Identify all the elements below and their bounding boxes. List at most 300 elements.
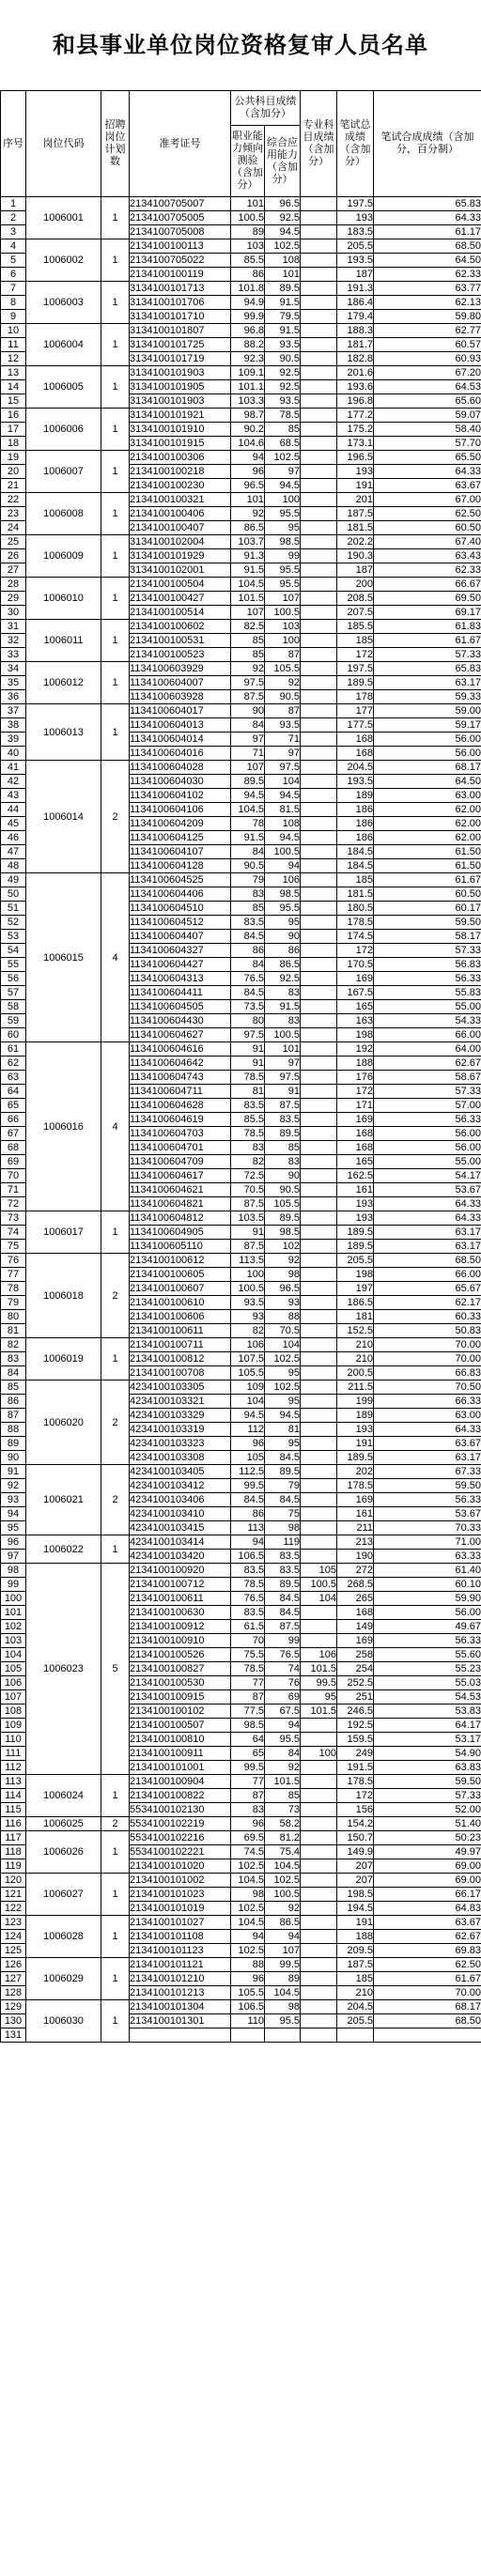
job-aptitude-score: 82	[231, 1324, 265, 1338]
professional-score	[301, 1902, 337, 1916]
written-total: 181.5	[337, 887, 374, 902]
exam-number: 2134100100523	[130, 648, 231, 662]
job-aptitude-score: 107	[231, 606, 265, 620]
professional-score	[301, 1169, 337, 1183]
row-index: 100	[1, 1592, 26, 1606]
row-index: 71	[1, 1183, 26, 1197]
exam-number: 2134100100630	[130, 1606, 231, 1620]
written-composite: 61.67	[374, 1972, 481, 1986]
exam-number: 2134100101210	[130, 1972, 231, 1986]
row-index: 105	[1, 1662, 26, 1676]
written-total: 198.5	[337, 1888, 374, 1902]
row-index: 122	[1, 1902, 26, 1916]
exam-number: 1134100604128	[130, 859, 231, 873]
written-composite: 57.00	[374, 1099, 481, 1113]
row-index: 117	[1, 1831, 26, 1845]
written-composite: 56.00	[374, 747, 481, 761]
exam-number: 4234100103305	[130, 1381, 231, 1395]
row-index: 82	[1, 1338, 26, 1352]
row-index: 129	[1, 2000, 26, 2014]
written-composite: 64.17	[374, 1719, 481, 1733]
written-total: 186.4	[337, 296, 374, 310]
row-index: 41	[1, 761, 26, 775]
position-code: 1006013	[26, 704, 101, 761]
comprehensive-score: 90.5	[265, 1183, 301, 1197]
row-index: 53	[1, 930, 26, 944]
position-code: 1006014	[26, 761, 101, 873]
job-aptitude-score: 106.5	[231, 1550, 265, 1564]
written-total: 179.4	[337, 310, 374, 324]
comprehensive-score: 83.5	[265, 1113, 301, 1127]
row-index: 61	[1, 1042, 26, 1057]
position-code: 1006023	[26, 1564, 101, 1775]
exam-number: 2134100100102	[130, 1704, 231, 1719]
written-composite: 55.23	[374, 1662, 481, 1676]
professional-score	[301, 1254, 337, 1268]
exam-number: 2134100705008	[130, 225, 231, 239]
written-total: 189	[337, 1409, 374, 1423]
written-composite: 69.00	[374, 1859, 481, 1874]
row-index: 45	[1, 817, 26, 831]
row-index: 11	[1, 338, 26, 352]
written-total: 207.5	[337, 606, 374, 620]
written-total: 252.5	[337, 1676, 374, 1690]
professional-score	[301, 2028, 337, 2043]
comprehensive-score: 91	[265, 1085, 301, 1099]
written-total: 189.5	[337, 1226, 374, 1240]
plan-count: 1	[101, 197, 130, 239]
row-index: 116	[1, 1817, 26, 1831]
job-aptitude-score: 113.5	[231, 1254, 265, 1268]
comprehensive-score: 99	[265, 1634, 301, 1648]
exam-number: 2134100100531	[130, 634, 231, 648]
written-total: 187.5	[337, 507, 374, 521]
comprehensive-score: 69	[265, 1690, 301, 1704]
comprehensive-score: 85	[265, 1141, 301, 1155]
job-aptitude-score: 87.5	[231, 690, 265, 704]
exam-number: 2134100705007	[130, 197, 231, 211]
written-total: 165	[337, 1155, 374, 1169]
exam-number: 1134100604505	[130, 1000, 231, 1014]
comprehensive-score: 96.5	[265, 1282, 301, 1296]
written-composite: 55.83	[374, 986, 481, 1000]
comprehensive-score: 70.5	[265, 1324, 301, 1338]
written-total: 156	[337, 1803, 374, 1817]
exam-number: 1134100604701	[130, 1141, 231, 1155]
row-index: 56	[1, 972, 26, 986]
professional-score	[301, 549, 337, 563]
job-aptitude-score: 74.5	[231, 1845, 265, 1859]
position-code: 1006016	[26, 1042, 101, 1211]
comprehensive-score: 88	[265, 1310, 301, 1324]
position-code: 1006020	[26, 1381, 101, 1465]
plan-count: 1	[101, 366, 130, 409]
written-total: 209.5	[337, 1944, 374, 1958]
job-aptitude-score: 98.5	[231, 1719, 265, 1733]
job-aptitude-score: 88.2	[231, 338, 265, 352]
written-composite: 56.00	[374, 1606, 481, 1620]
comprehensive-score: 89.5	[265, 1211, 301, 1226]
exam-number: 4234100103420	[130, 1550, 231, 1564]
job-aptitude-score: 96	[231, 1437, 265, 1451]
job-aptitude-score: 78.5	[231, 1071, 265, 1085]
written-total: 197	[337, 1282, 374, 1296]
job-aptitude-score: 85.5	[231, 1113, 265, 1127]
written-composite: 64.50	[374, 254, 481, 268]
professional-score: 100.5	[301, 1578, 337, 1592]
row-index: 23	[1, 507, 26, 521]
written-total: 149.9	[337, 1845, 374, 1859]
written-total: 172	[337, 1085, 374, 1099]
written-composite: 62.77	[374, 324, 481, 338]
written-total: 188.3	[337, 324, 374, 338]
job-aptitude-score: 97	[231, 733, 265, 747]
comprehensive-score: 99	[265, 549, 301, 563]
written-composite: 65.83	[374, 197, 481, 211]
written-total: 205.5	[337, 239, 374, 254]
written-composite: 57.33	[374, 1789, 481, 1803]
plan-count: 1	[101, 535, 130, 578]
exam-number: 1134100604616	[130, 1042, 231, 1057]
professional-score	[301, 704, 337, 718]
comprehensive-score: 98.5	[265, 1226, 301, 1240]
comprehensive-score: 98.5	[265, 887, 301, 902]
job-aptitude-score: 75.5	[231, 1648, 265, 1662]
exam-number: 2134100101123	[130, 1944, 231, 1958]
professional-score	[301, 1986, 337, 2000]
written-total: 189.5	[337, 676, 374, 690]
written-total: 168	[337, 1127, 374, 1141]
job-aptitude-score: 91.5	[231, 831, 265, 845]
job-aptitude-score: 92	[231, 662, 265, 676]
comprehensive-score: 68.5	[265, 437, 301, 451]
written-composite: 64.83	[374, 1902, 481, 1916]
table-row	[1, 1775, 481, 1789]
comprehensive-score: 92	[265, 676, 301, 690]
comprehensive-score: 90	[265, 1169, 301, 1183]
professional-score	[301, 1521, 337, 1535]
exam-number: 3134100102001	[130, 563, 231, 578]
plan-count: 2	[101, 1817, 130, 1831]
comprehensive-score: 75.4	[265, 1845, 301, 1859]
professional-score	[301, 1240, 337, 1254]
professional-score	[301, 1338, 337, 1352]
written-total: 191	[337, 479, 374, 493]
written-total: 205.5	[337, 2014, 374, 2028]
row-index: 39	[1, 733, 26, 747]
table-row	[1, 1535, 481, 1550]
written-composite: 66.33	[374, 1395, 481, 1409]
row-index: 27	[1, 563, 26, 578]
job-aptitude-score: 97.5	[231, 1028, 265, 1042]
written-composite: 66.00	[374, 1028, 481, 1042]
written-composite: 61.17	[374, 225, 481, 239]
job-aptitude-score: 94	[231, 451, 265, 465]
row-index: 63	[1, 1071, 26, 1085]
comprehensive-score: 84.5	[265, 1606, 301, 1620]
position-code: 1006030	[26, 2000, 101, 2043]
professional-score	[301, 859, 337, 873]
job-aptitude-score: 100.5	[231, 211, 265, 225]
written-composite: 64.33	[374, 465, 481, 479]
row-index: 14	[1, 380, 26, 394]
job-aptitude-score: 96	[231, 1972, 265, 1986]
written-total: 177.2	[337, 409, 374, 423]
professional-score	[301, 1972, 337, 1986]
plan-count: 1	[101, 451, 130, 493]
row-index: 104	[1, 1648, 26, 1662]
row-index: 101	[1, 1606, 26, 1620]
professional-score	[301, 465, 337, 479]
job-aptitude-score: 84.5	[231, 930, 265, 944]
written-composite: 61.40	[374, 1564, 481, 1578]
professional-score	[301, 944, 337, 958]
table-row	[1, 1211, 481, 1226]
written-total: 188	[337, 1057, 374, 1071]
row-index: 42	[1, 775, 26, 789]
exam-number: 1134100604525	[130, 873, 231, 887]
exam-number: 4234100103414	[130, 1535, 231, 1550]
professional-score	[301, 1719, 337, 1733]
row-index: 64	[1, 1085, 26, 1099]
written-composite: 64.33	[374, 1211, 481, 1226]
comprehensive-score: 92.5	[265, 366, 301, 380]
professional-score: 105	[301, 1564, 337, 1578]
exam-number: 5534100102219	[130, 1817, 231, 1831]
job-aptitude-score: 101.8	[231, 282, 265, 296]
written-composite: 67.33	[374, 1465, 481, 1479]
written-total: 152.5	[337, 1324, 374, 1338]
exam-number: 3134100101807	[130, 324, 231, 338]
comprehensive-score: 97.5	[265, 1071, 301, 1085]
row-index: 86	[1, 1395, 26, 1409]
exam-number: 1134100604512	[130, 916, 231, 930]
exam-number: 1134100604125	[130, 831, 231, 845]
written-composite: 50.23	[374, 1831, 481, 1845]
job-aptitude-score: 73.5	[231, 1000, 265, 1014]
professional-score	[301, 1606, 337, 1620]
comprehensive-score: 96.5	[265, 197, 301, 211]
exam-number: 2134100705022	[130, 254, 231, 268]
professional-score	[301, 507, 337, 521]
row-index: 107	[1, 1690, 26, 1704]
row-index: 127	[1, 1972, 26, 1986]
written-composite: 62.00	[374, 817, 481, 831]
comprehensive-score: 81.2	[265, 1831, 301, 1845]
comprehensive-score: 89.5	[265, 1465, 301, 1479]
written-composite: 61.50	[374, 845, 481, 859]
professional-score	[301, 521, 337, 535]
table-row	[1, 1338, 481, 1352]
header-professional-score: 专业科目成绩（含加分）	[301, 91, 337, 197]
written-total: 187.5	[337, 1958, 374, 1972]
exam-number: 2134100101301	[130, 2014, 231, 2028]
written-composite: 56.33	[374, 1113, 481, 1127]
professional-score	[301, 1155, 337, 1169]
professional-score	[301, 747, 337, 761]
row-index: 76	[1, 1254, 26, 1268]
written-composite: 59.00	[374, 704, 481, 718]
plan-count: 1	[101, 1775, 130, 1817]
job-aptitude-score: 109.1	[231, 366, 265, 380]
comprehensive-score: 87	[265, 704, 301, 718]
job-aptitude-score: 83.5	[231, 1099, 265, 1113]
comprehensive-score: 99.5	[265, 1958, 301, 1972]
written-composite: 63.17	[374, 676, 481, 690]
table-row	[1, 451, 481, 465]
professional-score	[301, 1409, 337, 1423]
table-row	[1, 2000, 481, 2014]
professional-score	[301, 1888, 337, 1902]
written-composite: 58.40	[374, 423, 481, 437]
comprehensive-score: 98.5	[265, 535, 301, 549]
comprehensive-score: 91.5	[265, 324, 301, 338]
exam-number: 2134100100606	[130, 1310, 231, 1324]
written-total: 185	[337, 873, 374, 887]
exam-number: 2134100100602	[130, 620, 231, 634]
exam-number: 2134100100827	[130, 1662, 231, 1676]
row-index: 123	[1, 1916, 26, 1930]
table-row	[1, 1564, 481, 1578]
comprehensive-score: 95	[265, 1395, 301, 1409]
comprehensive-score: 92.5	[265, 211, 301, 225]
row-index: 26	[1, 549, 26, 563]
job-aptitude-score: 105.5	[231, 1986, 265, 2000]
position-code: 1006017	[26, 1211, 101, 1254]
written-total: 189.5	[337, 1451, 374, 1465]
professional-score	[301, 1930, 337, 1944]
job-aptitude-score: 78.5	[231, 1127, 265, 1141]
job-aptitude-score: 61.5	[231, 1620, 265, 1634]
row-index: 69	[1, 1155, 26, 1169]
written-composite: 57.33	[374, 648, 481, 662]
written-total: 184.5	[337, 845, 374, 859]
exam-number: 1134100604014	[130, 733, 231, 747]
comprehensive-score: 100.5	[265, 1028, 301, 1042]
written-total: 186	[337, 803, 374, 817]
comprehensive-score: 86	[265, 944, 301, 958]
written-total: 197.5	[337, 662, 374, 676]
comprehensive-score: 102.5	[265, 451, 301, 465]
written-composite: 54.53	[374, 1690, 481, 1704]
professional-score	[301, 1268, 337, 1282]
row-index: 68	[1, 1141, 26, 1155]
header-exam-number: 准考证号	[130, 91, 231, 197]
written-composite: 63.67	[374, 1437, 481, 1451]
comprehensive-score: 104.5	[265, 1859, 301, 1874]
table-row	[1, 704, 481, 718]
exam-number: 2134100100230	[130, 479, 231, 493]
exam-number: 2134100101020	[130, 1859, 231, 1874]
exam-number: 1134100604407	[130, 930, 231, 944]
professional-score	[301, 1366, 337, 1381]
job-aptitude-score: 83.5	[231, 916, 265, 930]
written-composite: 69.50	[374, 592, 481, 606]
professional-score	[301, 1958, 337, 1972]
written-total: 176	[337, 1071, 374, 1085]
written-total: 181.7	[337, 338, 374, 352]
comprehensive-score: 103	[265, 620, 301, 634]
job-aptitude-score: 105.5	[231, 1366, 265, 1381]
row-index: 126	[1, 1958, 26, 1972]
written-total: 168	[337, 1606, 374, 1620]
job-aptitude-score: 104.5	[231, 578, 265, 592]
written-total: 162.5	[337, 1169, 374, 1183]
comprehensive-score: 107	[265, 1944, 301, 1958]
document-title: 和县事业单位岗位资格复审人员名单	[53, 31, 428, 58]
comprehensive-score: 97	[265, 465, 301, 479]
exam-number: 1134100603929	[130, 662, 231, 676]
professional-score	[301, 1226, 337, 1240]
comprehensive-score: 105.5	[265, 662, 301, 676]
exam-number: 1134100604313	[130, 972, 231, 986]
written-total: 192.5	[337, 1719, 374, 1733]
job-aptitude-score: 104.5	[231, 1916, 265, 1930]
professional-score	[301, 409, 337, 423]
written-total: 186	[337, 831, 374, 845]
written-composite: 64.50	[374, 775, 481, 789]
position-code: 1006027	[26, 1874, 101, 1916]
exam-number: 3134100101929	[130, 549, 231, 563]
plan-count: 1	[101, 239, 130, 282]
position-code: 1006025	[26, 1817, 101, 1831]
exam-number: 1134100604711	[130, 1085, 231, 1099]
row-index: 25	[1, 535, 26, 549]
job-aptitude-score: 94.9	[231, 296, 265, 310]
exam-number: 4234100103323	[130, 1437, 231, 1451]
written-composite: 68.50	[374, 2014, 481, 2028]
exam-number: 2134100100912	[130, 1620, 231, 1634]
comprehensive-score: 102.5	[265, 1874, 301, 1888]
written-total: 210	[337, 1352, 374, 1366]
professional-score: 101.5	[301, 1704, 337, 1719]
comprehensive-score: 102	[265, 1240, 301, 1254]
professional-score	[301, 592, 337, 606]
exam-number: 2134100100321	[130, 493, 231, 507]
comprehensive-score: 87	[265, 648, 301, 662]
professional-score	[301, 1803, 337, 1817]
written-total: 268.5	[337, 1578, 374, 1592]
table-row	[1, 1817, 481, 1831]
comprehensive-score: 93.5	[265, 718, 301, 733]
exam-number: 2134100100708	[130, 1366, 231, 1381]
job-aptitude-score: 90.5	[231, 859, 265, 873]
position-code: 1006003	[26, 282, 101, 324]
row-index: 114	[1, 1789, 26, 1803]
job-aptitude-score: 100.5	[231, 1282, 265, 1296]
row-index: 75	[1, 1240, 26, 1254]
exam-number: 1134100604621	[130, 1183, 231, 1197]
professional-score	[301, 338, 337, 352]
comprehensive-score: 95.5	[265, 578, 301, 592]
professional-score	[301, 972, 337, 986]
job-aptitude-score: 100	[231, 1268, 265, 1282]
written-total: 194.5	[337, 1902, 374, 1916]
written-composite: 63.77	[374, 282, 481, 296]
written-total: 211	[337, 1521, 374, 1535]
written-composite: 62.50	[374, 1958, 481, 1972]
position-code: 1006021	[26, 1465, 101, 1535]
job-aptitude-score: 99.5	[231, 1479, 265, 1493]
plan-count: 1	[101, 409, 130, 451]
job-aptitude-score: 93.5	[231, 1296, 265, 1310]
written-total: 189.5	[337, 1240, 374, 1254]
written-composite: 54.90	[374, 1747, 481, 1761]
written-composite: 53.83	[374, 1704, 481, 1719]
row-index: 31	[1, 620, 26, 634]
job-aptitude-score: 102.5	[231, 1944, 265, 1958]
row-index: 37	[1, 704, 26, 718]
